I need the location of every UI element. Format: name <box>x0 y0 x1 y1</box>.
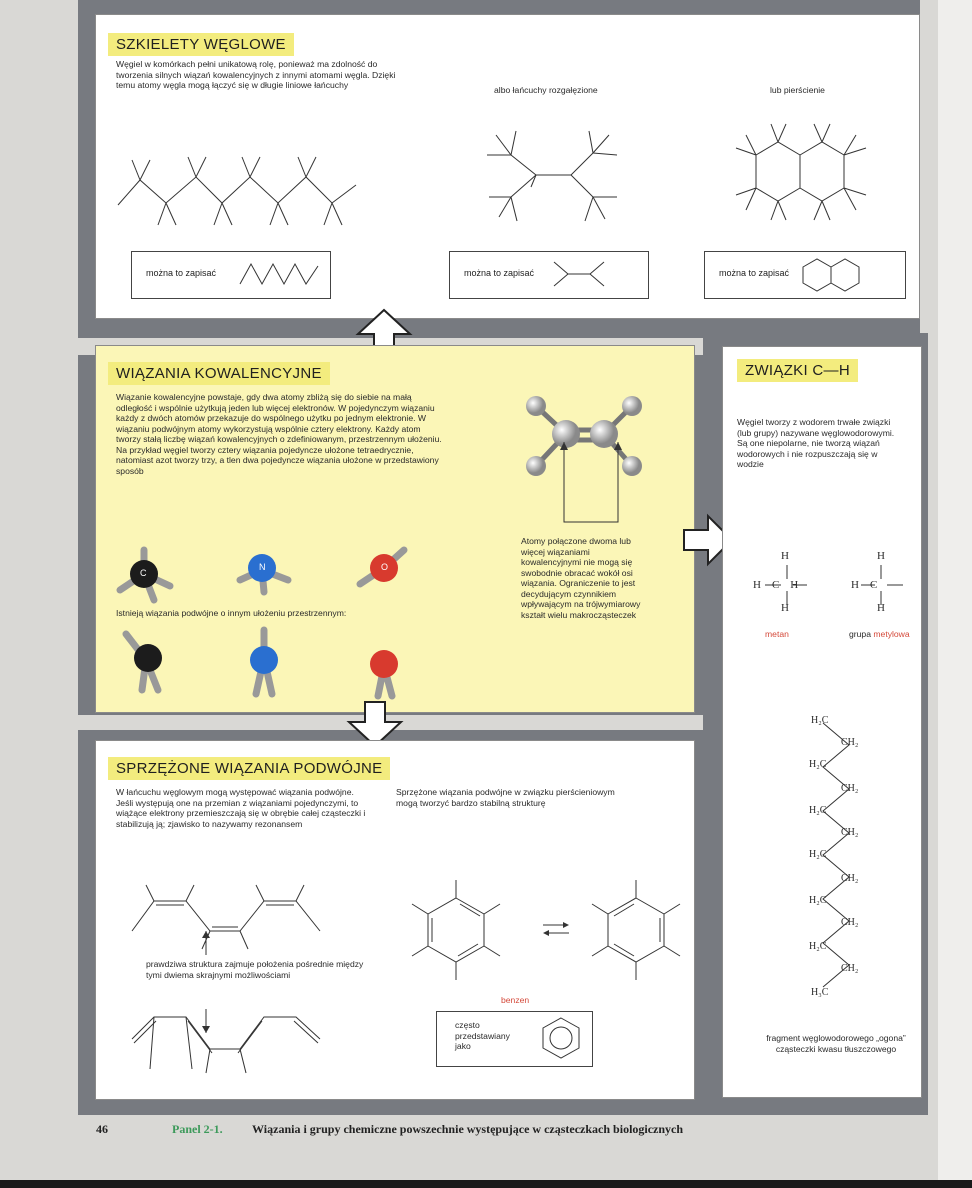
panel-text: W łańcuchu węglowym mogą występować wiązania podwójne. Jeśli występują one na przemian z wiązaniami pojedynczymi, to wiążące elektrony przemieszczają się w obrębie całej cząsteczki i stabilizują ją; zjawisko to nazywamy rezonansem <box>116 787 366 829</box>
double-bond-note: Istnieją wiązania podwójne o innym ułożeniu przestrzennym: <box>116 608 347 618</box>
chain-label-8: CH₂ <box>841 873 859 884</box>
panel-text: Węgiel tworzy z wodorem trwałe związki (lub grupy) nazywane węglowodorowymi. Są one niepolarne, nie tworzą wiązań wodorowych i nie rozpuszczają się w wodzie <box>737 417 895 469</box>
atom-label-o: O <box>381 562 389 572</box>
atom-label-n: N <box>259 562 266 572</box>
panel-text: Węgiel w komórkach pełni unikatową rolę, ponieważ ma zdolność do tworzenia silnych wiązań kowalencyjnych z innymi atomami węgla. Dzięki temu atomy węgla mogą łączyć się w długie liniowe łańcuchy <box>116 59 396 90</box>
conjugated-chain-structure-1 <box>126 881 336 961</box>
page-number: 46 <box>96 1122 108 1136</box>
benzene-shorthand-box <box>436 1011 593 1067</box>
linear-chain-diagram <box>118 145 358 235</box>
branched-shorthand-box <box>449 251 649 299</box>
chain-label-2: CH₂ <box>841 737 859 748</box>
linear-shorthand-box <box>131 251 331 299</box>
branched-chain-diagram <box>481 125 631 235</box>
often-label: często przedstawiany jako <box>455 1020 510 1051</box>
chain-label-10: CH₂ <box>841 917 859 928</box>
nitrogen-double-bond-model <box>236 626 296 706</box>
panel-text: Wiązanie kowalencyjne powstaje, gdy dwa atomy zbliżą się do siebie na małą odległość i wspólnie użytkują jeden lub więcej elektronów. W pojedynczym wiązaniu każdy z dwóch atomów przekazuje do wspólnego użytku po jednym elektronie. W wiązaniu podwójnym atomy wykorzystują wspólnie cztery elektrony. Każdy atom tworzy stałą liczbę wiązań kowalencyjnych o zdefiniowanym, przestrzennym ułożeniu. Na przykład węgiel tworzy cztery wiązania pojedyncze ułożone tetraedrycznie, natomiast azot tworzy trzy, a tlen dwa pojedyncze wiązania ułożone w przedstawiony sposób <box>116 392 442 476</box>
shorthand-label: można to zapisać <box>146 268 217 278</box>
ring-diagram <box>716 120 886 230</box>
chain-label-13: H₃C <box>811 987 829 998</box>
page-edge <box>938 0 972 1188</box>
ring-shorthand <box>797 257 867 293</box>
branched-shorthand <box>554 260 614 288</box>
chain-label-7: H₂C <box>809 849 827 860</box>
chain-label-4: CH₂ <box>841 783 859 794</box>
panel-covalent-bonds <box>95 345 695 713</box>
methane-label: metan <box>765 629 789 639</box>
panel-title: SPRZĘŻONE WIĄZANIA PODWÓJNE <box>108 757 390 780</box>
methyl-label <box>849 629 910 640</box>
ring-text: Sprzężone wiązania podwójne w związku pierścieniowym mogą tworzyć bardzo stabilną strukturę <box>396 787 615 808</box>
benzene-structure-2 <box>576 866 706 996</box>
panel-ch-compounds: ZWIĄZKI C—H Węgiel tworzy z wodorem trwałe związki (lub grupy) nazywane węglowodorowymi. Są one niepolarne, nie tworzą wiązań wodorowych i nie rozpuszczają się w wodzie H H C H H H H C H metan grupa metylowa H₂C CH₂ H₂C CH₂ H₂C CH₂ H₂C CH₂ H₂C CH₂ H₂C CH₂ H₃C fragment węglowodorowego „ogona” cząsteczki kwasu tłuszczowego <box>722 346 922 1098</box>
panel-title: ZWIĄZKI C—H <box>737 359 858 382</box>
chain-label-9: H₂C <box>809 895 827 906</box>
chain-label-3: H₂C <box>809 759 827 770</box>
caption-pointer <box>558 442 628 532</box>
chain-label-1: H₂C <box>811 715 829 726</box>
rings-label: lub pierścienie <box>770 85 825 95</box>
methyl-label-metylowa: metylowa <box>873 629 910 639</box>
panel-carbon-skeletons <box>95 14 920 319</box>
benzene-label: benzen <box>501 995 530 1005</box>
chain-label-11: H₂C <box>809 941 827 952</box>
shorthand-label: można to zapisać <box>719 268 790 278</box>
benzene-ring-shorthand <box>541 1016 581 1060</box>
methyl-label-grupa: grupa <box>849 629 871 639</box>
rotation-caption: Atomy połączone dwoma lub więcej wiązaniami kowalencyjnymi nie mogą się swobodnie obracać wokół osi wiązania. Ograniczenie to jest decydującym czynnikiem wpływającym na trójwymiarowy kształt wielu makrocząsteczek <box>521 536 641 620</box>
panel-conjugated-bonds <box>95 740 695 1100</box>
chain-caption: fragment węglowodorowego „ogona” cząsteczki kwasu tłuszczowego <box>766 1033 906 1054</box>
shorthand-label: można to zapisać <box>464 268 535 278</box>
panel-title: WIĄZANIA KOWALENCYJNE <box>108 362 330 385</box>
ring-shorthand-box <box>704 251 906 299</box>
chain-label-6: CH₂ <box>841 827 859 838</box>
equilibrium-arrows-icon <box>541 921 571 937</box>
chain-label-5: H₂C <box>809 805 827 816</box>
benzene-structure-1 <box>396 866 526 996</box>
chain-label-12: CH₂ <box>841 963 859 974</box>
branched-label: albo łańcuchy rozgałęzione <box>494 85 598 95</box>
conjugated-chain-structure-2 <box>126 1009 336 1089</box>
resonance-note: prawdziwa struktura zajmuje położenia pośrednie między tymi dwiema skrajnymi możliwościami <box>146 959 364 980</box>
carbon-double-bond-model <box>118 628 178 698</box>
page-bottom-edge <box>0 1180 972 1188</box>
panel-label: Panel 2-1. <box>172 1122 223 1136</box>
atom-label-c: C <box>140 568 147 578</box>
zigzag-shorthand <box>240 262 320 286</box>
panel-caption: Wiązania i grupy chemiczne powszechnie występujące w cząsteczkach biologicznych <box>252 1122 684 1136</box>
panel-title: SZKIELETY WĘGLOWE <box>108 33 294 56</box>
